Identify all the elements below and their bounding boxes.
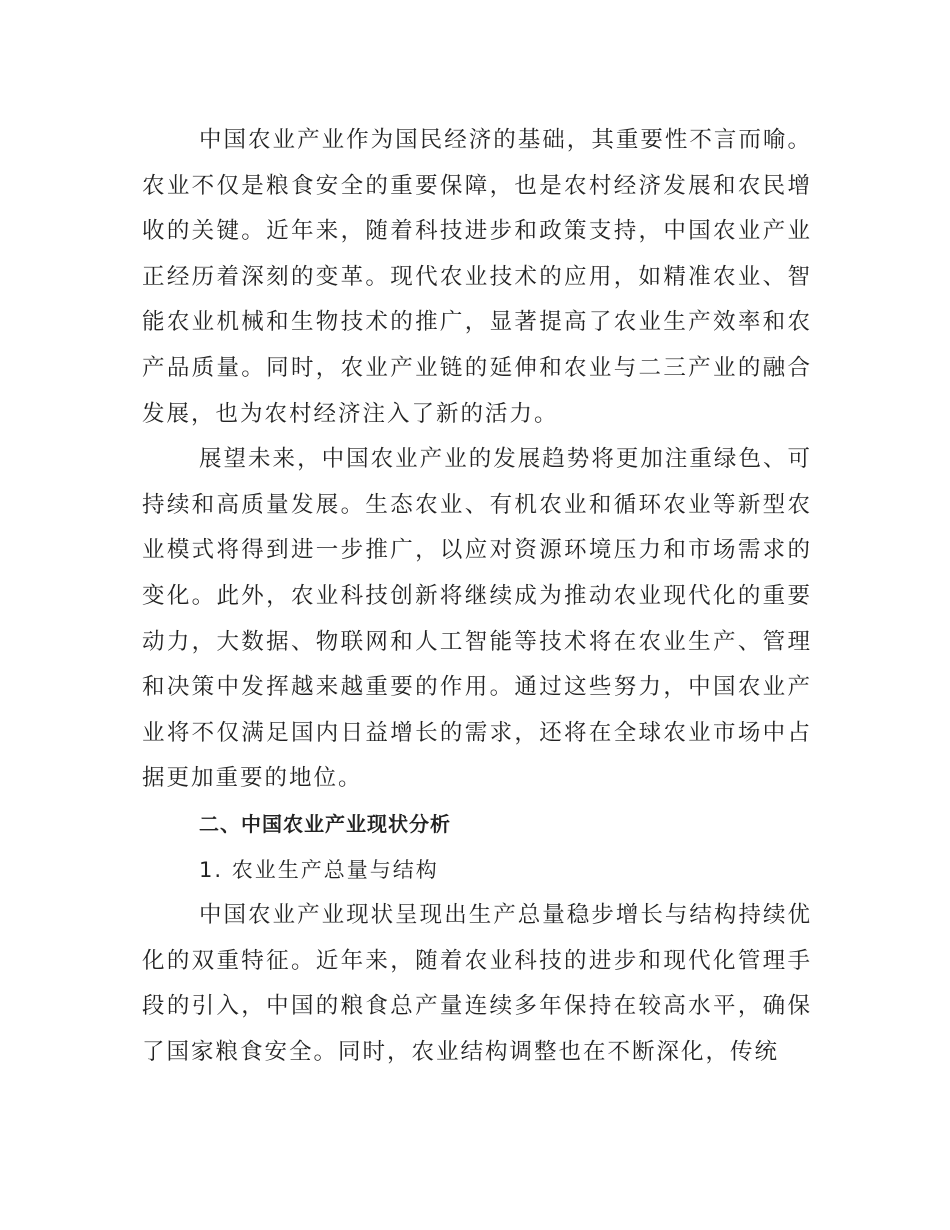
paragraph-intro: 中国农业产业作为国民经济的基础，其重要性不言而喻。农业不仅是粮食安全的重要保障，也是农村经济发展和农民增收的关键。近年来，随着科技进步和政策支持，中国农业产业正经历着深刻的变革。现代农业技术的应用，如精准农业、智能农业机械和生物技术的推广，显著提高了农业生产效率和农产品质量。同时，农业产业链的延伸和农业与二三产业的融合发展，也为农村经济注入了新的活力。 [142,127,812,427]
subsection-heading: 1. 农业生产总量与结构 [199,857,439,882]
section-heading: 二、中国农业产业现状分析 [199,811,451,836]
document-body [142,118,812,1075]
paragraph-status: 中国农业产业现状呈现出生产总量稳步增长与结构持续优化的双重特征。近年来，随着农业科技的进步和现代化管理手段的引入，中国的粮食总产量连续多年保持在较高水平，确保了国家粮食安全。同时，农业结构调整也在不断深化，传统 [142,902,812,1065]
paragraph-outlook: 展望未来，中国农业产业的发展趋势将更加注重绿色、可持续和高质量发展。生态农业、有机农业和循环农业等新型农业模式将得到进一步推广，以应对资源环境压力和市场需求的变化。此外，农业科技创新将继续成为推动农业现代化的重要动力，大数据、物联网和人工智能等技术将在农业生产、管理和决策中发挥越来越重要的作用。通过这些努力，中国农业产业将不仅满足国内日益增长的需求，还将在全球农业市场中占据更加重要的地位。 [142,446,812,792]
